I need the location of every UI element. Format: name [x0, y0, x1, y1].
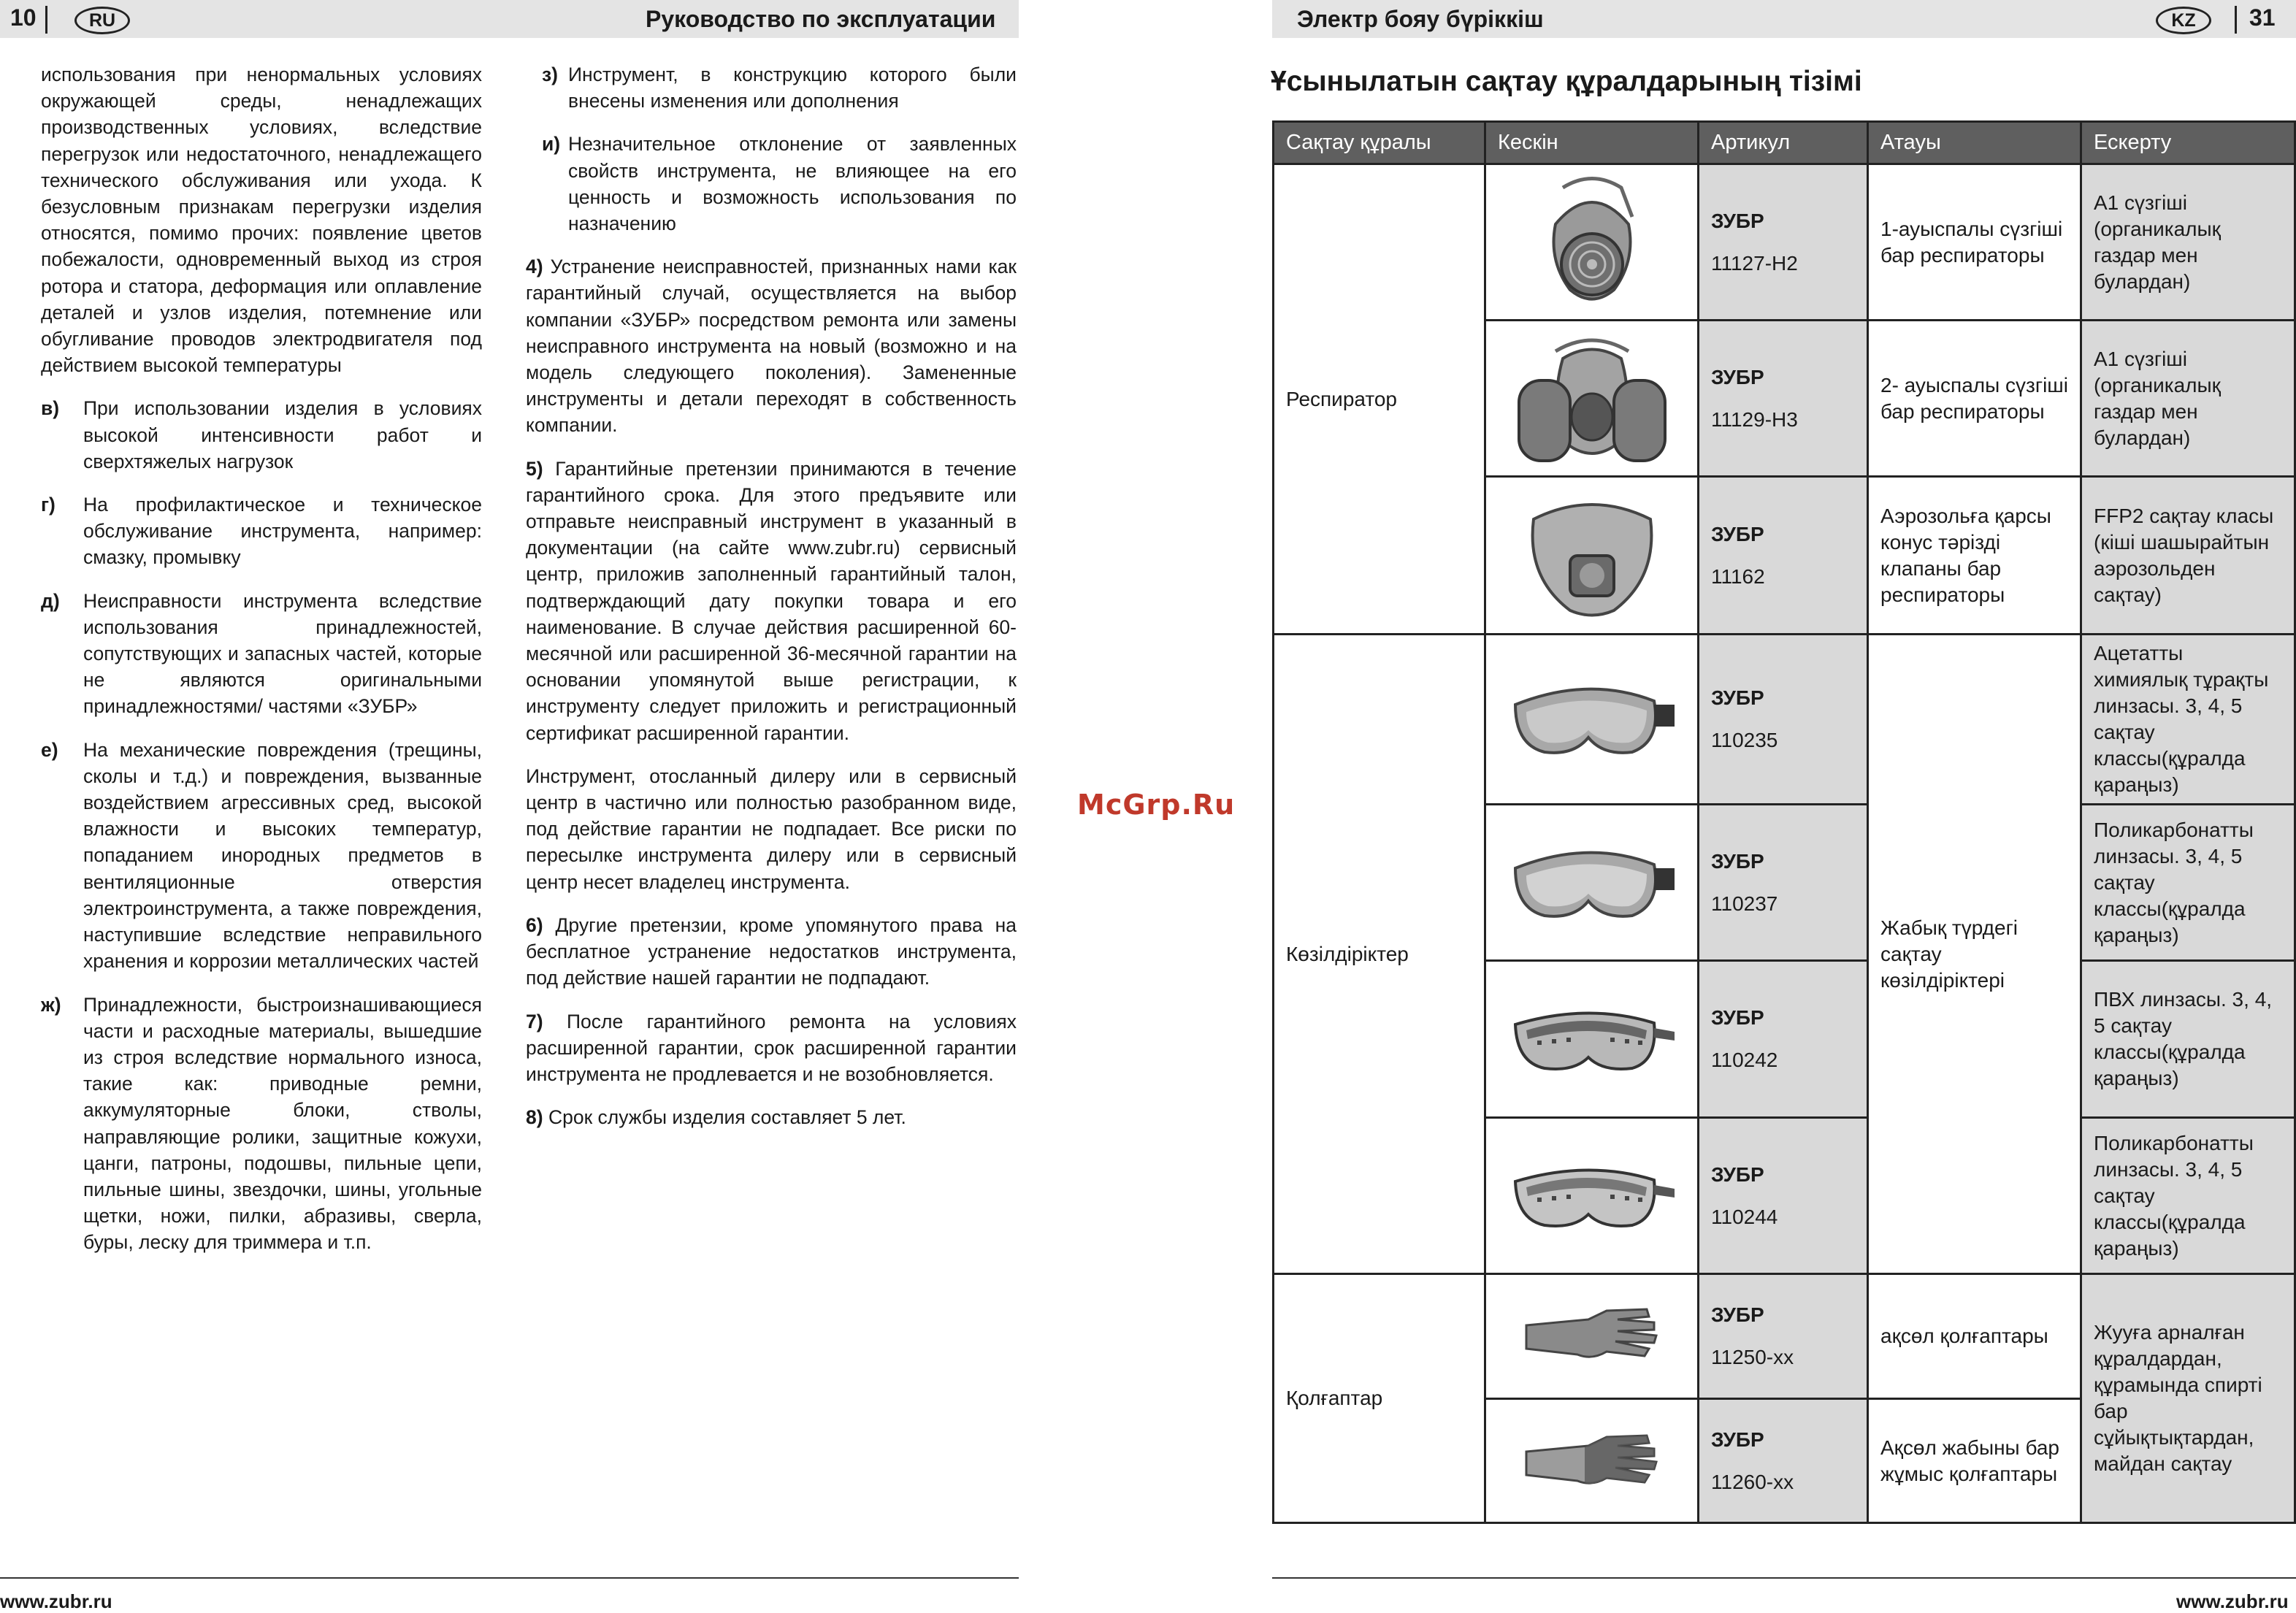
- column-header-equipment: Сақтау құралы: [1274, 122, 1485, 164]
- name-cell-goggles-shared: Жабық түрдегі сақтау көзілдіріктері: [1868, 635, 2081, 1274]
- image-cell: [1485, 961, 1699, 1118]
- paragraph-number: 5): [526, 457, 543, 480]
- article-cell: [1699, 164, 1868, 321]
- column-header-image: Кескін: [1485, 122, 1699, 164]
- left-header-title: Руководство по эксплуатации: [646, 6, 996, 32]
- image-cell: [1485, 477, 1699, 635]
- paragraph-number: 4): [526, 256, 543, 278]
- right-footer-rule: [1272, 1577, 2296, 1579]
- left-column-1: [41, 61, 482, 1273]
- brand-label: ЗУБР: [1711, 1006, 1764, 1029]
- group-cell-gloves: Қолғаптар: [1274, 1274, 1485, 1523]
- list-item: [41, 992, 482, 1256]
- list-item: [41, 588, 482, 720]
- brand-label: ЗУБР: [1711, 1162, 1764, 1186]
- column-header-name: Атауы: [1868, 122, 2081, 164]
- paragraph-number: 8): [526, 1106, 543, 1129]
- right-page-number: 31: [2249, 4, 2276, 31]
- list-item-label: е): [41, 738, 58, 761]
- list-item-label: г): [41, 494, 56, 516]
- warranty-paragraph: [526, 1008, 1017, 1088]
- article-number: 11129-Н3: [1711, 407, 1798, 431]
- equipment-list-title: Ұсынылатын сақтау құралдарының тізімі: [1271, 66, 1862, 97]
- article-cell: [1699, 1118, 1868, 1274]
- note-cell: FFP2 сақтау класы (кіші шашырайтын аэрозольден сақтау): [2081, 477, 2295, 635]
- list-item-label: в): [41, 397, 60, 420]
- article-cell: [1699, 961, 1868, 1118]
- article-number: 110235: [1711, 729, 1778, 751]
- note-cell: ПВХ линзасы. 3, 4, 5 сақтау классы(құралда қараңыз): [2081, 961, 2295, 1118]
- header-divider: [2235, 6, 2237, 34]
- note-cell-gloves-shared: Жууға арналған құралдардан, құрамында спирті бар сұйықтықтардан, майдан сақтау: [2081, 1274, 2295, 1523]
- paragraph-number: 7): [526, 1010, 543, 1032]
- column-header-article: Артикул: [1699, 122, 1868, 164]
- warranty-paragraph: [526, 912, 1017, 992]
- goggles-icon: [1508, 839, 1676, 927]
- vented-goggles-icon: [1508, 995, 1676, 1083]
- respirator-double-filter-icon: [1512, 329, 1672, 468]
- warranty-paragraph: [526, 253, 1017, 438]
- table-header-row: [1274, 122, 2295, 164]
- image-cell: [1485, 164, 1699, 321]
- list-item-text: На механические повреждения (трещины, сколы и т.д.) и повреждения, вызванные воздействием агрессивных сред, высокой влажности и высоких температур, попаданием инородных предметов в вентиляционные отверстия электроинструмента, а также повреждения, наступившие вследствие неправильного хранения и коррозии металлических частей: [83, 738, 482, 973]
- protective-equipment-table: [1272, 120, 2296, 1524]
- brand-label: ЗУБР: [1711, 1303, 1764, 1326]
- group-cell-goggles: Көзілдіріктер: [1274, 635, 1485, 1274]
- list-item-text: При использовании изделия в условиях высокой интенсивности работ и сверхтяжелых нагрузок: [83, 397, 482, 472]
- article-number: 11162: [1711, 564, 1765, 588]
- respirator-cone-icon: [1519, 490, 1665, 621]
- coated-glove-icon: [1519, 1428, 1665, 1494]
- table-row: [1274, 164, 2295, 321]
- image-cell: [1485, 1399, 1699, 1523]
- right-header-title: Электр бояу бүріккіш: [1297, 6, 1544, 32]
- paragraph-text: Устранение неисправностей, признанных нами как гарантийный случай, осуществляется на выбор компании «ЗУБР» посредством ремонта или замены неисправного инструмента на новый (возможно и на модель следующего поколения). Замененные инструменты и детали переходят в собственность компании.: [526, 256, 1017, 437]
- warranty-exclusion-intro: использования при ненормальных условиях окружающей среды, ненадлежащих производственных условиях, вследствие перегрузок или недостаточного, ненадлежащего технического обслуживания или ухода. К безусловным признакам перегрузки изделия относятся, помимо прочих: появление цветов побежалости, одновременный выход из строя ротора и статора, деформация или оплавление деталей и узлов изделия, потемнение или обугливание проводов электродвигателя под действием высокой температуры: [41, 64, 482, 377]
- note-cell: Ацетатты химиялық тұрақты линзасы. 3, 4, 5 сақтау классы(құралда қараңыз): [2081, 635, 2295, 805]
- name-cell: Аэрозольға қарсы конус тәрізді клапаны бар респираторы: [1868, 477, 2081, 635]
- warranty-paragraph: [526, 763, 1017, 895]
- respirator-half-mask-icon: [1534, 173, 1650, 312]
- list-item-text: Принадлежности, быстроизнашивающиеся части и расходные материалы, вышедшие из строя вследствие нормального износа, такие как: приводные ремни, аккумуляторные блоки, стволы, направляющие ролики, защитные кожухи, цанги, патроны, подошвы, пильные цепи, пильные шины, звездочки, шины, угольные щетки, ножи, пилки, абразивы, сверла, буры, леску для триммера и т.п.: [83, 993, 482, 1254]
- article-number: 11250-хх: [1711, 1346, 1794, 1368]
- watermark: McGrp.Ru: [1077, 789, 1236, 821]
- group-cell-respirator: Респиратор: [1274, 164, 1485, 635]
- list-item-label: з): [542, 64, 558, 85]
- article-number: 110242: [1711, 1049, 1778, 1071]
- left-footer-url-link[interactable]: www.zubr.ru: [0, 1590, 112, 1612]
- image-cell: [1485, 321, 1699, 477]
- article-number: 11127-Н2: [1711, 251, 1798, 275]
- image-cell: [1485, 1118, 1699, 1274]
- left-page-header: [0, 0, 1019, 38]
- article-cell: [1699, 477, 1868, 635]
- list-item: [526, 61, 1017, 114]
- language-badge-ru: RU: [74, 7, 130, 34]
- brand-label: ЗУБР: [1711, 209, 1764, 232]
- name-cell: 2- ауыспалы сүзгіші бар респираторы: [1868, 321, 2081, 477]
- left-footer-rule: [0, 1577, 1019, 1579]
- list-item: [526, 131, 1017, 237]
- name-cell: ақсөл қолғаптары: [1868, 1274, 2081, 1399]
- goggles-icon: [1508, 675, 1676, 763]
- vented-goggles-icon: [1508, 1152, 1676, 1240]
- paragraph-text: Другие претензии, кроме упомянутого права на бесплатное устранение недостатков инструмента, под действие нашей гарантии не подпадают.: [526, 913, 1017, 989]
- header-divider: [45, 6, 47, 34]
- article-number: 110244: [1711, 1205, 1778, 1228]
- name-cell: Ақсөл жабыны бар жұмыс қолғаптары: [1868, 1399, 2081, 1523]
- right-footer-url-link[interactable]: www.zubr.ru: [2176, 1590, 2289, 1612]
- warranty-paragraph: [526, 1104, 1017, 1130]
- right-page-header: [1272, 0, 2296, 38]
- warranty-paragraph: [526, 456, 1017, 746]
- list-item: [41, 395, 482, 475]
- latex-glove-icon: [1519, 1303, 1665, 1369]
- language-badge-kz: KZ: [2156, 7, 2211, 34]
- note-cell: А1 сүзгіші (органикалық газдар мен булардан): [2081, 321, 2295, 477]
- list-item-text: На профилактическое и техническое обслуживание инструмента, например: смазку, промывку: [83, 494, 482, 569]
- article-cell: [1699, 635, 1868, 805]
- list-item-label: ж): [41, 993, 61, 1016]
- list-item-text: Инструмент, в конструкцию которого были внесены изменения или дополнения: [568, 64, 1017, 112]
- article-number: 110237: [1711, 892, 1778, 915]
- column-header-note: Ескерту: [2081, 122, 2295, 164]
- note-cell: А1 сүзгіші (органикалық газдар мен булардан): [2081, 164, 2295, 321]
- article-cell: [1699, 1399, 1868, 1523]
- left-page-number: 10: [10, 4, 37, 31]
- list-item: [41, 737, 482, 975]
- list-item-label: д): [41, 589, 60, 612]
- paragraph-number: 6): [526, 913, 543, 936]
- paragraph-text: Инструмент, отосланный дилеру или в сервисный центр в частично или полностью разобранном виде, под действие гарантии не подпадает. Все риски по пересылке инструмента дилеру или в сервисный центр несет владелец инструмента.: [526, 765, 1017, 893]
- left-column-2: [526, 61, 1017, 1147]
- note-cell: Поликарбонатты линзасы. 3, 4, 5 сақтау классы(құралда қараңыз): [2081, 1118, 2295, 1274]
- paragraph-text: Гарантийные претензии принимаются в течение гарантийного срока. Для этого предъявите или отправьте неисправный инструмент в указанный в документации (на сайте www.zubr.ru) сервисный центр, приложив заполненный гарантийный талон, подтверждающий дату покупки товара и его наименование. В случае действия расширенной 60-месячной или расширенной 36-месячной гарантии на основании упомянутой выше регистрации, к инструменту следует приложить и регистрационный сертификат расширенной гарантии.: [526, 457, 1017, 744]
- note-cell: Поликарбонатты линзасы. 3, 4, 5 сақтау классы(құралда қараңыз): [2081, 805, 2295, 961]
- brand-label: ЗУБР: [1711, 849, 1764, 873]
- paragraph-text: После гарантийного ремонта на условиях расширенной гарантии, срок расширенной гарантии инструмента не продлевается и не возобновляется.: [526, 1010, 1017, 1085]
- article-cell: [1699, 321, 1868, 477]
- image-cell: [1485, 1274, 1699, 1399]
- image-cell: [1485, 635, 1699, 805]
- name-cell: 1-ауыспалы сүзгіші бар респираторы: [1868, 164, 2081, 321]
- brand-label: ЗУБР: [1711, 522, 1764, 545]
- brand-label: ЗУБР: [1711, 365, 1764, 388]
- article-cell: [1699, 1274, 1868, 1399]
- list-item-text: Незначительное отклонение от заявленных свойств инструмента, не влияющее на его ценность и возможность использования по назначению: [568, 133, 1017, 235]
- image-cell: [1485, 805, 1699, 961]
- list-item-label: и): [542, 133, 561, 156]
- list-item-text: Неисправности инструмента вследствие использования принадлежностей, сопутствующих и запасных частей, которые не являются оригинальными принадлежностями/ частями «ЗУБР»: [83, 589, 482, 718]
- table-row: [1274, 635, 2295, 805]
- article-number: 11260-хх: [1711, 1470, 1794, 1493]
- table-row: [1274, 1274, 2295, 1399]
- paragraph-text: Срок службы изделия составляет 5 лет.: [548, 1106, 906, 1129]
- article-cell: [1699, 805, 1868, 961]
- brand-label: ЗУБР: [1711, 1428, 1764, 1451]
- brand-label: ЗУБР: [1711, 686, 1764, 709]
- list-item: [41, 491, 482, 571]
